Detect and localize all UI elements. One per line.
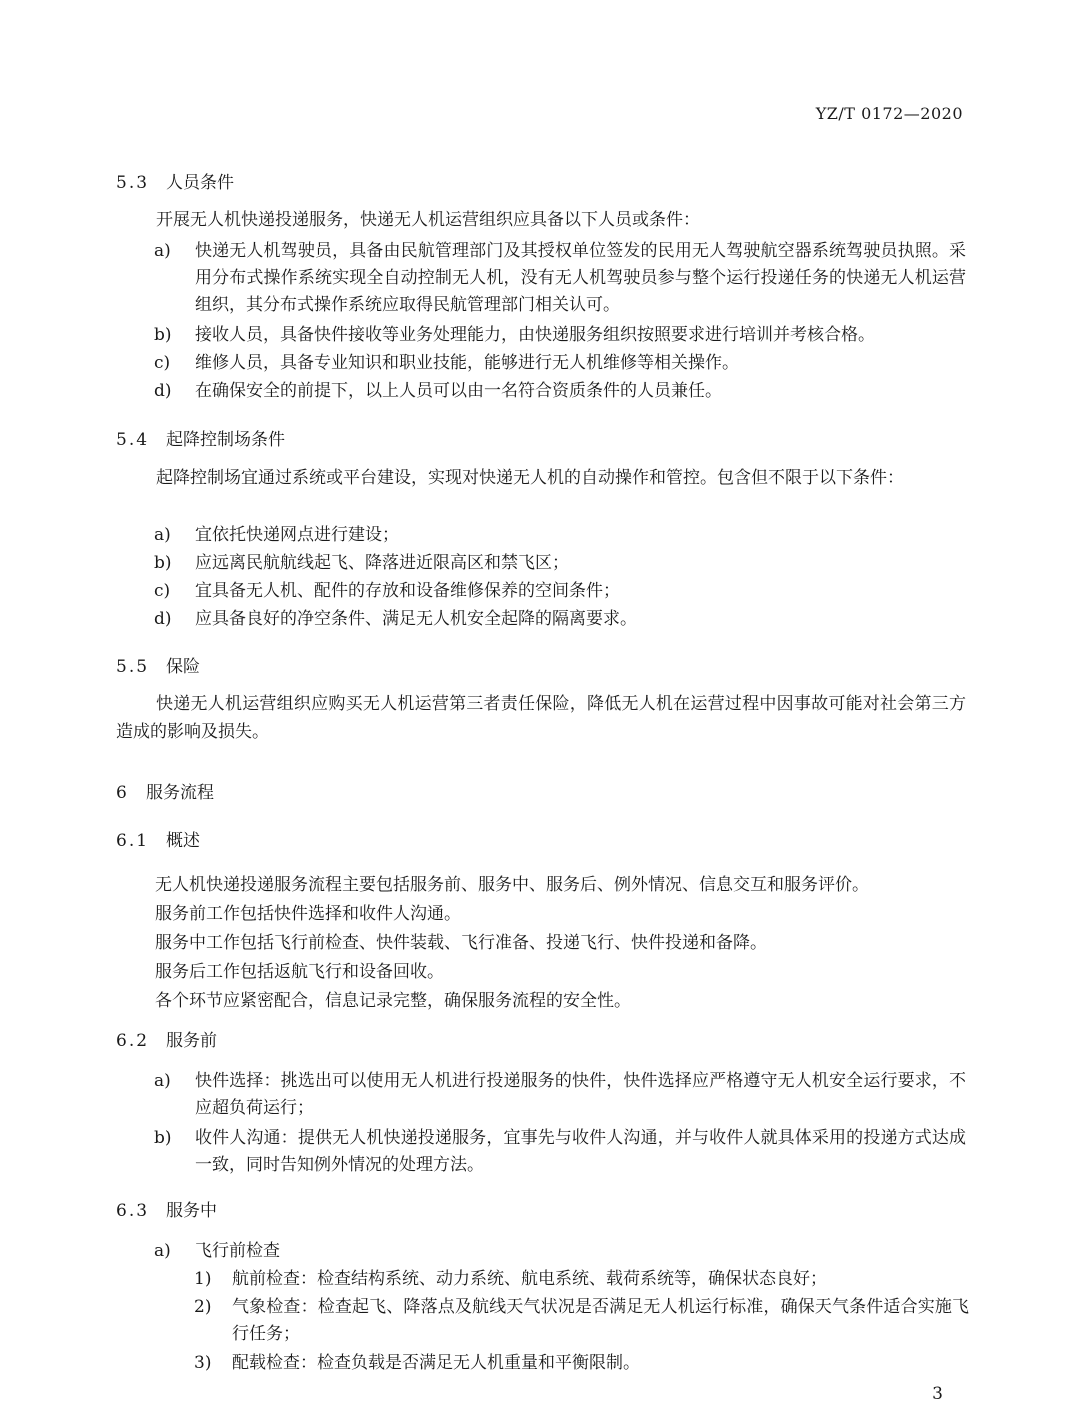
list-item (154, 238, 966, 319)
section-5-3-intro: 开展无人机快递投递服务，快递无人机运营组织应具备以下人员或条件： (156, 210, 700, 230)
overview-line: 无人机快递投递服务流程主要包括服务前、服务中、服务后、例外情况、信息交互和服务评价。 (155, 875, 869, 895)
sub-list-label: 1) (194, 1269, 212, 1289)
list-item (154, 606, 966, 633)
overview-line: 服务中工作包括飞行前检查、快件装载、飞行准备、投递飞行、快件投递和备降。 (155, 933, 767, 953)
section-number: 6.3 (116, 1201, 150, 1221)
sub-list-label: 2) (194, 1297, 212, 1317)
sub-list-item (194, 1266, 969, 1293)
list-text: 在确保安全的前提下，以上人员可以由一名符合资质条件的人员兼任。 (195, 381, 722, 401)
sub-list-label: 3) (194, 1353, 212, 1373)
section-title: 服务中 (166, 1201, 217, 1221)
sub-list-item (194, 1350, 969, 1377)
list-label: a) (154, 241, 171, 261)
list-text: 飞行前检查 (195, 1241, 280, 1261)
sub-list-text: 配载检查：检查负载是否满足无人机重量和平衡限制。 (232, 1353, 640, 1373)
section-number: 5.5 (116, 657, 150, 677)
section-title: 起降控制场条件 (166, 430, 285, 450)
list-item (154, 1068, 966, 1122)
chapter-6-heading (116, 778, 214, 803)
list-label: b) (154, 553, 172, 573)
sub-list-text: 气象检查：检查起飞、降落点及航线天气状况是否满足无人机运行标准，确保天气条件适合实施飞行任务； (232, 1297, 969, 1344)
list-text: 宜具备无人机、配件的存放和设备维修保养的空间条件； (195, 581, 620, 601)
list-text: 维修人员，具备专业知识和职业技能，能够进行无人机维修等相关操作。 (195, 353, 739, 373)
list-item (154, 350, 966, 377)
section-5-5-heading (116, 652, 200, 677)
sub-list-item (194, 1294, 969, 1348)
list-text: 接收人员，具备快件接收等业务处理能力，由快递服务组织按照要求进行培训并考核合格。 (195, 325, 875, 345)
sub-list-text: 航前检查：检查结构系统、动力系统、航电系统、载荷系统等，确保状态良好； (232, 1269, 827, 1289)
section-title: 人员条件 (166, 173, 234, 193)
list-item (154, 578, 966, 605)
chapter-number: 6 (116, 783, 129, 803)
list-text: 应远离民航航线起飞、降落进近限高区和禁飞区； (195, 553, 569, 573)
list-label: d) (154, 609, 172, 629)
list-item (154, 550, 966, 577)
section-title: 概述 (166, 831, 200, 851)
section-5-4-intro: 起降控制场宜通过系统或平台建设，实现对快递无人机的自动操作和管控。包含但不限于以下条件： (156, 468, 904, 488)
standard-number: YZ/T 0172—2020 (815, 104, 963, 123)
list-item (154, 322, 966, 349)
section-title: 服务前 (166, 1031, 217, 1051)
page-number: 3 (932, 1384, 943, 1404)
list-label: d) (154, 381, 172, 401)
overview-line: 各个环节应紧密配合，信息记录完整，确保服务流程的安全性。 (155, 991, 631, 1011)
list-label: a) (154, 525, 171, 545)
section-number: 6.2 (116, 1031, 150, 1051)
list-item (154, 1125, 966, 1179)
list-label: a) (154, 1241, 171, 1261)
list-item (154, 1238, 966, 1265)
list-item (154, 378, 966, 405)
list-text: 快件选择：挑选出可以使用无人机进行投递服务的快件，快件选择应严格遵守无人机安全运行要求，不应超负荷运行； (195, 1071, 966, 1118)
section-6-2-heading (116, 1026, 217, 1051)
chapter-title: 服务流程 (146, 783, 214, 803)
section-5-3-heading (116, 168, 234, 193)
list-text: 宜依托快递网点进行建设； (195, 525, 399, 545)
section-5-4-heading (116, 425, 285, 450)
list-text: 快递无人机驾驶员，具备由民航管理部门及其授权单位签发的民用无人驾驶航空器系统驾驶员执照。采用分布式操作系统实现全自动控制无人机，没有无人机驾驶员参与整个运行投递任务的快递无人机运营组织，其分布式操作系统应取得民航管理部门相关认可。 (195, 241, 966, 315)
list-label: c) (154, 353, 171, 373)
list-text: 应具备良好的净空条件、满足无人机安全起降的隔离要求。 (195, 609, 637, 629)
overview-line: 服务后工作包括返航飞行和设备回收。 (155, 962, 444, 982)
list-label: c) (154, 581, 171, 601)
section-6-1-heading (116, 826, 200, 851)
section-title: 保险 (166, 657, 200, 677)
list-text: 收件人沟通：提供无人机快递投递服务，宜事先与收件人沟通，并与收件人就具体采用的投递方式达成一致，同时告知例外情况的处理方法。 (195, 1128, 966, 1175)
list-label: b) (154, 325, 172, 345)
section-number: 5.3 (116, 173, 150, 193)
section-number: 5.4 (116, 430, 150, 450)
section-number: 6.1 (116, 831, 150, 851)
section-6-3-heading (116, 1196, 217, 1221)
section-5-5-body: 快递无人机运营组织应购买无人机运营第三者责任保险，降低无人机在运营过程中因事故可能对社会第三方造成的影响及损失。 (116, 694, 966, 742)
overview-line: 服务前工作包括快件选择和收件人沟通。 (155, 904, 461, 924)
list-item (154, 522, 966, 549)
list-label: b) (154, 1128, 172, 1148)
list-label: a) (154, 1071, 171, 1091)
